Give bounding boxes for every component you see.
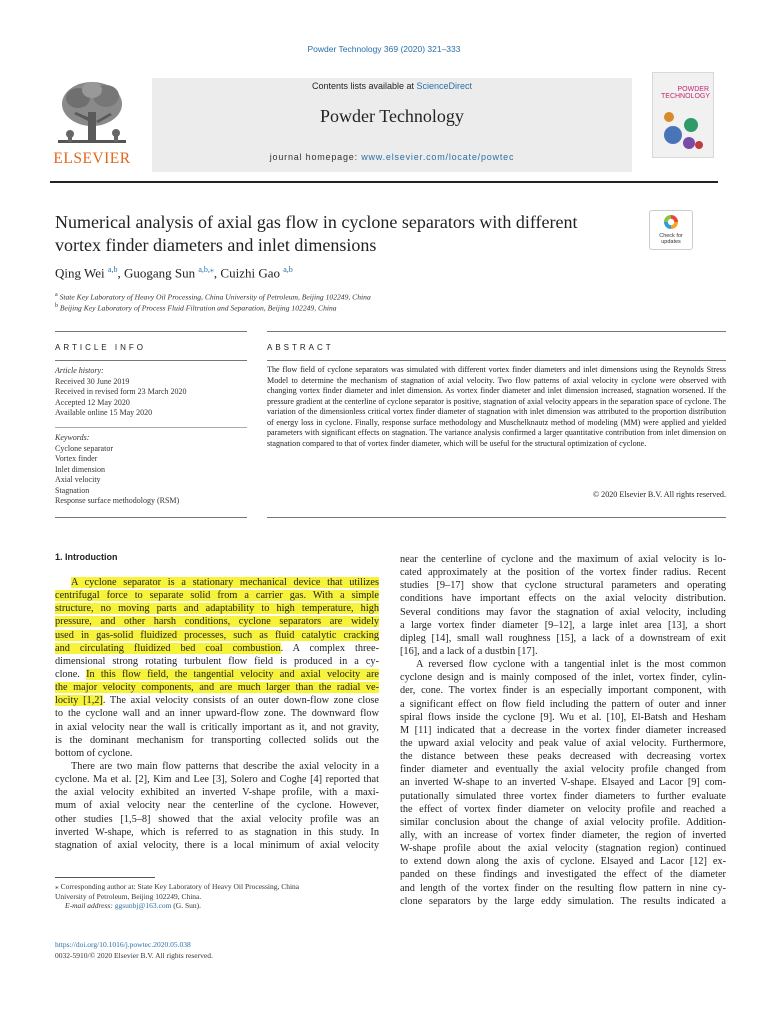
article-info-bottom-rule bbox=[55, 517, 247, 518]
body-left-column bbox=[55, 576, 379, 852]
journal-masthead bbox=[152, 78, 632, 172]
text-line bbox=[55, 734, 379, 747]
author-name[interactable]: Guogang Sun bbox=[123, 265, 196, 281]
text-line: to extend down along the axis of cyclone. Elsayed and Lacor [12] ex- bbox=[400, 856, 726, 868]
contents-line bbox=[152, 81, 632, 91]
text-line bbox=[55, 839, 379, 852]
abstract-top-rule bbox=[267, 331, 726, 332]
email-label: E-mail address: bbox=[65, 901, 113, 911]
title-line-1: Numerical analysis of axial gas flow in cyclone separators with different bbox=[55, 212, 578, 232]
journal-name: Powder Technology bbox=[320, 106, 464, 126]
history-item: Received in revised form 23 March 2020 bbox=[55, 387, 187, 396]
abstract-bottom-rule bbox=[267, 517, 726, 518]
text-line bbox=[55, 786, 379, 799]
text-line bbox=[55, 707, 379, 720]
keyword: Stagnation bbox=[55, 485, 90, 495]
keywords-block bbox=[55, 433, 179, 507]
homepage-link[interactable]: www.elsevier.com/locate/powtec bbox=[361, 152, 515, 162]
article-info-top-rule bbox=[55, 331, 247, 332]
text-line: an inverted W-shape to an inverted V-shape. Elsayed and Lacor [9] com- bbox=[400, 777, 726, 789]
text-line bbox=[55, 799, 379, 812]
text-line: ally, with an increase of vortex finder diameter, the region of inverted bbox=[400, 829, 726, 841]
cover-title-line2: TECHNOLOGY bbox=[661, 93, 711, 100]
text-line bbox=[55, 826, 379, 839]
text-line bbox=[55, 813, 379, 826]
footnote-rule bbox=[55, 877, 155, 878]
text-segment: mum of axial velocity near the centerline of the cyclone. However, bbox=[55, 800, 379, 812]
text-line: A reversed flow cyclone with a tangential inlet is the most common bbox=[416, 659, 726, 671]
author-list: Qing Wei $^{a,b}$, Guogang Sun $^{a,b,⁎}$, Cuizhi Gao $^{a,b}$ bbox=[55, 265, 293, 281]
author-affiliation-sup[interactable]: a,b bbox=[283, 265, 293, 274]
text-line bbox=[55, 747, 379, 760]
keyword: Axial velocity bbox=[55, 475, 101, 484]
journal-cover-thumbnail[interactable] bbox=[652, 72, 714, 158]
text-line: der, cone. The vortex finder is an especially important component, with bbox=[400, 685, 726, 697]
keyword: Cyclone separator bbox=[55, 443, 113, 453]
keyword: Response surface methodology (RSM) bbox=[55, 496, 180, 505]
text-segment: to the cyclone wall and an inner upward-flow zone. The downward flow bbox=[55, 708, 379, 720]
text-segment: is the dominant mechanism for transporting collected solids out the bbox=[55, 734, 379, 746]
author-email-link[interactable]: ggsunbj@163.com bbox=[114, 901, 172, 911]
text-line: a significant effect on flow field including the pattern of outer and inner bbox=[400, 698, 726, 710]
text-line bbox=[55, 655, 379, 668]
introduction-heading: 1. Introduction bbox=[55, 552, 118, 562]
highlighted-text: used in gas-solid fluidized processes, such as fluid catalytic cracking bbox=[55, 629, 379, 641]
crossmark-icon bbox=[663, 214, 679, 232]
text-line bbox=[55, 615, 379, 628]
text-line: dipleg [14], small wall roughness [15], a lack of a downstream of exit bbox=[400, 632, 726, 644]
text-line: cyclone design and is mainly composed of the inlet, vortex finder, cylin- bbox=[400, 672, 726, 684]
text-segment: There are two main flow patterns that describe the axial velocity in a bbox=[71, 760, 379, 772]
affiliation-text: State Key Laboratory of Heavy Oil Processing, China University of Petroleum, Beijing 102249, China bbox=[59, 292, 371, 302]
highlighted-text: and circulating fluidized bed coal combustion bbox=[55, 642, 281, 654]
keyword: Inlet dimension bbox=[55, 464, 105, 474]
text-segment: the axial velocity exhibited an inverted V-shape profile, with a maxi- bbox=[55, 787, 379, 799]
affiliation-a bbox=[55, 292, 371, 302]
elsevier-wordmark: ELSEVIER bbox=[53, 150, 131, 167]
publication-info bbox=[55, 940, 213, 961]
doi-link[interactable]: https://doi.org/10.1016/j.powtec.2020.05.038 bbox=[55, 940, 191, 949]
affiliation-marker: b bbox=[55, 303, 58, 309]
keywords-divider bbox=[55, 427, 247, 428]
text-line: cated approximately at the position of the vortex finder radius. Recent bbox=[400, 567, 726, 579]
email-suffix: (G. Sun). bbox=[173, 901, 202, 911]
cover-image bbox=[659, 105, 707, 153]
text-line: clone separators by the large eddy simulation. The results indicated a bbox=[400, 895, 726, 907]
text-line: the upward axial velocity and peak value of axial velocity. Furthermore, bbox=[400, 737, 726, 749]
text-line: panded on these findings and investigated the effect of the diameter bbox=[400, 869, 726, 881]
article-info-heading: ARTICLE INFO bbox=[55, 343, 146, 352]
journal-reference[interactable]: Powder Technology 369 (2020) 321–333 bbox=[307, 44, 461, 54]
text-line bbox=[55, 642, 379, 655]
affiliation-b bbox=[55, 303, 337, 313]
abstract-copyright: © 2020 Elsevier B.V. All rights reserved. bbox=[592, 490, 726, 499]
check-for-updates-button[interactable] bbox=[649, 210, 693, 250]
text-segment: other studies [1,5–8] showed that the axial velocity profile was an bbox=[55, 813, 379, 825]
header-rule bbox=[50, 181, 718, 183]
highlighted-text: pressure, and other harsh conditions, cyclone separators are widely bbox=[55, 616, 379, 628]
keywords-label: Keywords: bbox=[55, 433, 90, 442]
body-right-column bbox=[400, 553, 726, 908]
cover-title bbox=[661, 86, 709, 100]
abstract-text: The flow field of cyclone separators was simulated with different vortex finder diameters and inlet dimensions using the Reynolds Stress Model to determine the mechanism of stagnation of axial velocity. Two flow patterns of axial velocity in cyclone were observed with changing vortex finder diameter and inlet dimension. As vortex finder diameter and inlet dimension increased, stagnation worsened. If the pressure gradient at the centerline of cyclone separator is positive, stagnation of axial velocity appears in the separation space of cyclone. The variation of the dimensionless critical vortex finder diameter of stagnation with inlet dimension was attributed to the proportion distribution of energy loss in cyclone. Finally, response surface methodology and Muschelknautz method of modeling (MM) were applied and yielded parameters with significant effects on stagnation. The variance analysis confirmed a larger quantitative contribution from inlet dimension on stagnation compared to that of vortex finder diameter, which will be useful for the structural optimization of cyclone. bbox=[267, 365, 726, 448]
highlighted-text: locity [1,2] bbox=[55, 695, 103, 707]
text-line: conditions have important effects on the axial velocity distribution. bbox=[400, 593, 726, 605]
abstract-rule bbox=[267, 360, 726, 361]
text-line: similar conclusion about the change of axial velocity profile. Addition- bbox=[400, 816, 726, 828]
text-line: finder diameter and eventually the axial velocity profile changed from bbox=[400, 764, 726, 776]
footnote-line: ⁎ Corresponding author at: State Key Laboratory of Heavy Oil Processing, China bbox=[55, 882, 300, 891]
homepage-prefix: journal homepage: bbox=[269, 152, 362, 162]
text-segment: inverted W-shape, which is referred to as stagnation in this study. In bbox=[55, 826, 379, 838]
author-name[interactable]: Qing Wei bbox=[55, 265, 105, 281]
text-line bbox=[55, 576, 379, 589]
author-affiliation-sup[interactable]: a,b bbox=[107, 265, 118, 274]
cover-title-line1: POWDER bbox=[677, 86, 709, 93]
text-line bbox=[55, 602, 379, 615]
affiliation-marker: a bbox=[55, 292, 58, 298]
text-line bbox=[55, 694, 379, 707]
text-line: [16], and a lack of a dustbin [17]. bbox=[400, 645, 538, 657]
footnote-line: University of Petroleum, Beijing 102249, China. bbox=[55, 891, 202, 901]
footnote-email-line bbox=[55, 901, 382, 911]
text-line: M [11] indicated that a decrease in the vortex finder diameter increased bbox=[400, 724, 726, 736]
affiliation-text: Beijing Key Laboratory of Process Fluid Filtration and Separation, Beijing 102249, China bbox=[59, 303, 337, 313]
contents-prefix: Contents lists available at bbox=[311, 81, 417, 91]
highlighted-text: structure, no moving parts and adaptability to high temperature, high bbox=[55, 603, 379, 615]
text-line: the effect of vortex finder diameter on velocity profile and reached a bbox=[400, 803, 726, 815]
text-line: spiral flows inside the cyclone [9]. Wu et al. [10], El-Batsh and Hesham bbox=[400, 711, 726, 723]
history-label: Article history: bbox=[55, 366, 104, 375]
text-line bbox=[55, 721, 379, 734]
author-affiliation-sup[interactable]: a,b,⁎ bbox=[198, 265, 214, 274]
highlighted-text: A cyclone separator is a stationary mechanical device that utilizes bbox=[71, 577, 379, 588]
text-line: putationally simulated three vortex finder diameters to further evaluate bbox=[400, 790, 726, 802]
text-line: Several conditions may favor the stagnation of axial velocity, including bbox=[400, 606, 726, 618]
text-line: the distance between these peaks decreased with decreasing vortex bbox=[400, 751, 726, 763]
article-title bbox=[55, 211, 635, 257]
text-segment: bottom of cyclone. bbox=[55, 747, 133, 759]
text-line: a large vortex finder diameter [9–12], a large inlet area [13], a short bbox=[400, 619, 726, 631]
crossmark-label-line1: Check for bbox=[659, 233, 683, 239]
crossmark-label-line2: updates bbox=[661, 239, 681, 245]
issn-line: 0032-5910/© 2020 Elsevier B.V. All rights reserved. bbox=[55, 950, 213, 960]
text-line: studies [9–17] show that cyclone structural parameters and operating bbox=[400, 580, 726, 592]
history-item: Available online 15 May 2020 bbox=[55, 408, 153, 417]
text-line: W-shape profile about the axial velocity (stagnation region) continued bbox=[400, 843, 726, 855]
history-item: Accepted 12 May 2020 bbox=[55, 397, 130, 407]
title-line-2: vortex finder diameters and inlet dimensions bbox=[55, 235, 377, 255]
text-segment: cyclone. Ma et al. [2], Kim and Lee [3], Solero and Coghe [4] reported that bbox=[55, 774, 379, 786]
article-info-rule bbox=[55, 360, 247, 361]
author-name[interactable]: Cuizhi Gao bbox=[220, 265, 280, 281]
text-line: and length of the vortex finder on the resulting flow pattern in nine cy- bbox=[400, 882, 726, 894]
text-line bbox=[55, 629, 379, 642]
corresponding-author-footnote bbox=[55, 882, 382, 911]
homepage-line bbox=[152, 152, 632, 162]
highlighted-text: centrifugal force to separate solid from a carrier gas. With a simple bbox=[55, 590, 379, 602]
highlighted-text: the major velocity components, and are much larger than the radial ve- bbox=[55, 682, 379, 694]
history-item: Received 30 June 2019 bbox=[55, 376, 130, 386]
text-segment: clone. bbox=[55, 668, 87, 680]
highlighted-text: In this flow field, the tangential velocity and axial velocity are bbox=[86, 668, 379, 680]
text-line: near the centerline of cyclone and the maximum of axial velocity is lo- bbox=[400, 554, 726, 565]
text-line bbox=[55, 773, 379, 786]
text-segment: . The axial velocity consists of an outer down-flow zone close bbox=[102, 695, 379, 707]
text-line bbox=[55, 589, 379, 602]
text-segment: stagnation of axial velocity, there is a local minimum of axial velocity bbox=[55, 839, 379, 851]
text-line bbox=[55, 668, 379, 681]
text-line bbox=[55, 681, 379, 694]
text-segment: dimensional strong rotating turbulent flow field is produced in a cy- bbox=[55, 655, 379, 667]
article-history bbox=[55, 366, 187, 419]
keyword: Vortex finder bbox=[55, 454, 98, 463]
sciencedirect-link[interactable]: ScienceDirect bbox=[416, 81, 473, 91]
abstract-heading: ABSTRACT bbox=[267, 343, 334, 352]
text-segment: . A complex three- bbox=[280, 642, 379, 654]
text-line bbox=[55, 760, 379, 773]
text-segment: in axial velocity near the wall is critically important as it, and not gravity, bbox=[55, 721, 379, 733]
crossmark-label bbox=[650, 233, 692, 245]
